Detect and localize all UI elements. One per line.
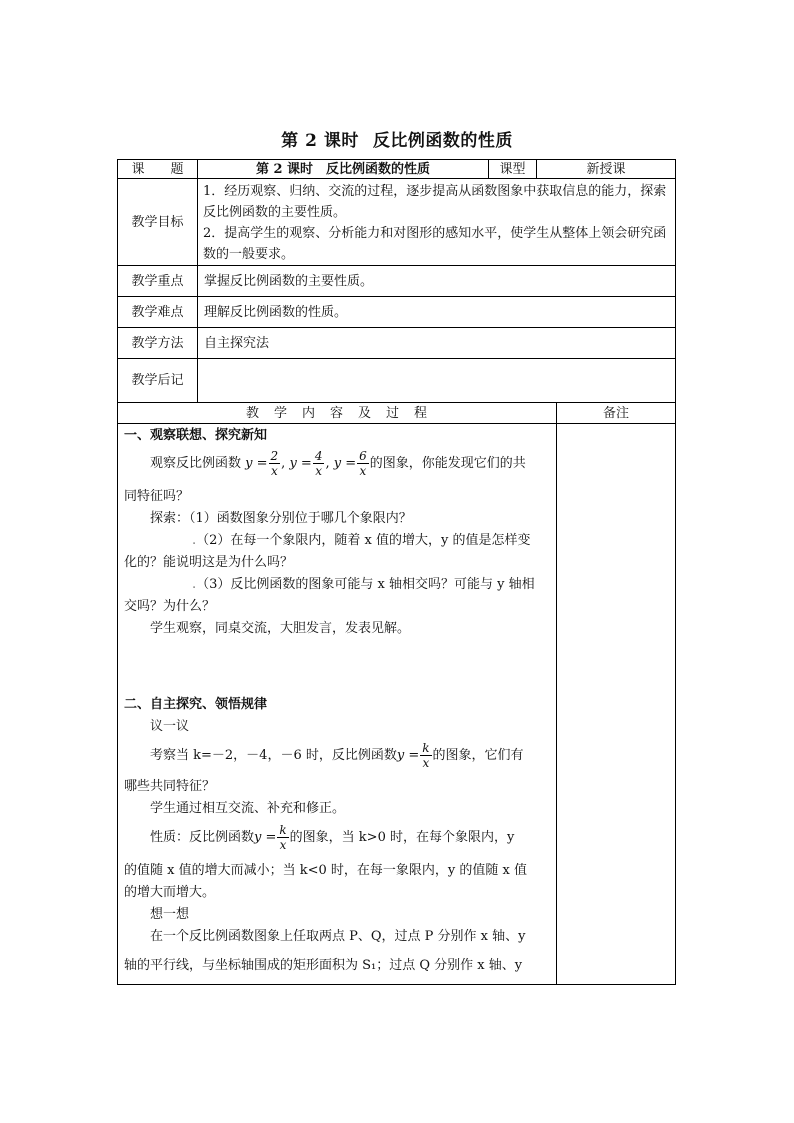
s2-paragraph-2-cont: 哪些共同特征？ — [124, 779, 216, 794]
method-value: 自主探究法 — [204, 335, 270, 351]
section-1-heading: 一、观察联想、探究新知 — [124, 428, 268, 443]
s2-paragraph-6: 在一个反比例函数图象上任取两点 P、Q，过点 P 分别作 x 轴、y — [150, 929, 526, 944]
title-topic: 反比例函数的性质 — [372, 131, 513, 151]
type-value: 新授课 — [586, 161, 626, 177]
s2-think: 想一想 — [150, 907, 190, 922]
s1-paragraph-5: 学生观察，同桌交流，大胆发言，发表见解。 — [150, 621, 411, 636]
difficulty-label: 教学难点 — [131, 304, 184, 320]
s1-paragraph-4: .（3）反比例函数的图象可能与 x 轴相交吗？可能与 y 轴相 — [192, 577, 535, 592]
reflection-value — [198, 359, 674, 402]
type-label: 课型 — [499, 161, 526, 177]
difficulty-value: 理解反比例函数的性质。 — [204, 304, 348, 320]
key-label: 教学重点 — [131, 273, 184, 289]
reflection-label: 教学后记 — [131, 373, 184, 388]
notes-column — [557, 424, 675, 984]
s2-property-cont-2: 的增大而增大。 — [124, 885, 216, 900]
page-title — [0, 126, 794, 151]
key-value: 掌握反比例函数的主要性质。 — [204, 273, 374, 289]
s1-paragraph-1-cont: 同特征吗？ — [124, 489, 190, 504]
content-header: 教 学 内 容 及 过 程 — [245, 405, 428, 421]
s2-property-cont-1: 的值随 x 值的增大而减小；当 k<0 时，在每一象限内，y 的值随 x 值 — [124, 863, 527, 878]
s2-paragraph-2: 考察当 k=－2，－4，－6 时，反比例函数y = $\frac{k}{x}$ 的图象，它们有 — [150, 741, 524, 770]
method-label: 教学方法 — [131, 335, 184, 351]
notes-header: 备注 — [602, 405, 629, 421]
s2-paragraph-6-cont: 轴的平行线，与坐标轴围成的矩形面积为 S₁；过点 Q 分别作 x 轴、y — [124, 958, 523, 973]
s1-paragraph-1: 观察反比例函数 y = $\frac{2}{x}$ , y = $\frac{4}{x}$ , y = $\frac{6}{x}$ 的图象，你能发现它们的共 — [150, 449, 526, 478]
topic-label: 课 题 — [131, 161, 184, 177]
lesson-plan-table — [117, 159, 676, 985]
s1-paragraph-3: .（2）在每一个象限内，随着 x 值的增大，y 的值是怎样变 — [192, 533, 531, 548]
goals-label: 教学目标 — [131, 214, 184, 230]
s2-discuss: 议一议 — [150, 719, 190, 734]
s2-paragraph-3: 学生通过相互交流、补充和修正。 — [150, 801, 346, 816]
goal-2: 2．提高学生的观察、分析能力和对图形的感知水平，使学生从整体上领会研究函数的一般要求。 — [203, 226, 667, 262]
s1-paragraph-2: 探索：（1）函数图象分别位于哪几个象限内？ — [150, 511, 412, 526]
s1-paragraph-4-cont: 交吗？为什么？ — [124, 599, 216, 614]
s2-property: 性质：反比例函数y = $\frac{k}{x}$ 的图象，当 k>0 时，在每个象限内，y — [150, 823, 515, 852]
goals-content — [198, 181, 674, 265]
section-2-heading: 二、自主探究、领悟规律 — [124, 697, 268, 712]
title-lesson: 第 2 课时 — [281, 131, 359, 151]
goal-1: 1．经历观察、归纳、交流的过程，逐步提高从函数图象中获取信息的能力，探索反比例函数的主要性质。 — [203, 184, 667, 220]
topic-value: 第 2 课时 反比例函数的性质 — [255, 161, 431, 177]
s1-paragraph-3-cont: 化的？能说明这是为什么吗？ — [124, 555, 294, 570]
